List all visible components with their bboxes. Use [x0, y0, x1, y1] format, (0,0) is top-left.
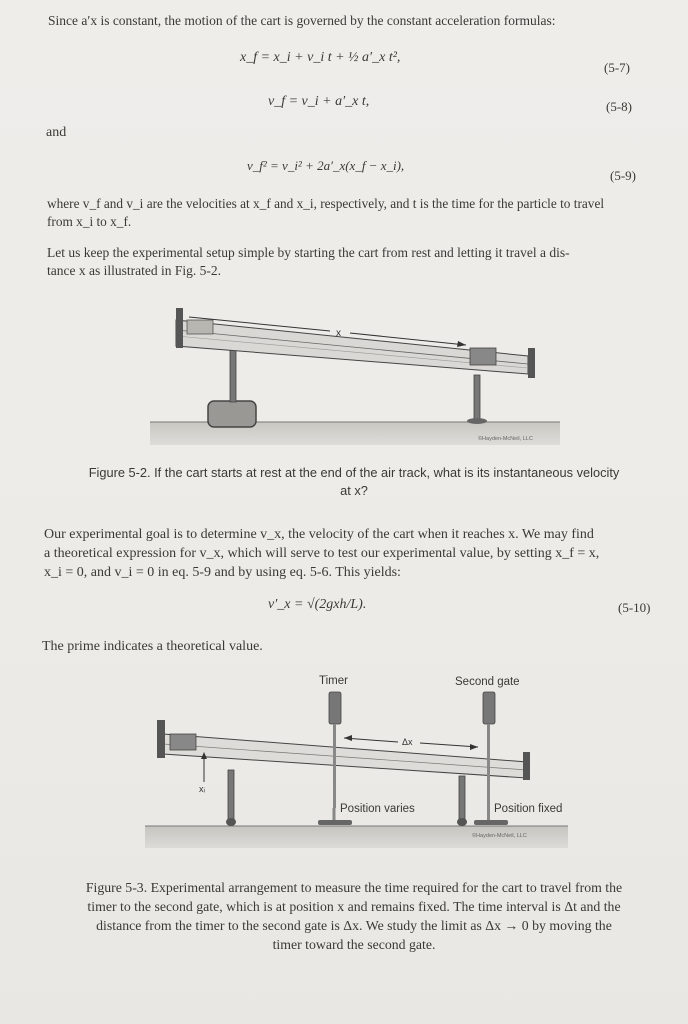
air-track-2 — [163, 734, 527, 778]
support-block — [208, 401, 256, 427]
figure-5-3-caption-line-1: Figure 5-3. Experimental arrangement to measure the time required for the cart to travel from the — [85, 880, 623, 895]
timer-label: Timer — [319, 675, 348, 687]
figure-5-3-diagram — [0, 670, 688, 850]
goal-line-2: a theoretical expression for v_x, which will serve to test our experimental value, by setting x_f = x, — [44, 546, 600, 561]
position-varies-label: Position varies — [340, 803, 415, 815]
figure-5-3-caption — [34, 878, 674, 954]
right-leg-2 — [459, 776, 465, 822]
goal-line-1: Our experimental goal is to determine v_x, the velocity of the cart when it reaches x. We may find — [44, 527, 594, 542]
xi-label: xᵢ — [199, 784, 205, 794]
and-word: and — [46, 125, 67, 140]
intro-line: Since a′x is constant, the motion of the cart is governed by the constant acceleration formulas: — [48, 13, 556, 28]
equation-5-7: x_f = x_i + v_i t + ½ a′_x t², — [240, 50, 401, 65]
equation-5-8-number: (5-8) — [606, 99, 632, 114]
cart-2 — [170, 734, 196, 750]
second-gate-head — [483, 692, 495, 724]
where-line-2: from x_i to x_f. — [47, 214, 132, 229]
left-leg — [230, 348, 236, 402]
figure-5-2-copyright: ©Hayden-McNeil, LLC — [478, 436, 533, 442]
left-end-stop — [176, 308, 183, 348]
equation-5-8: v_f = v_i + a′_x t, — [268, 94, 370, 109]
right-foot — [467, 418, 487, 424]
prime-note: The prime indicates a theoretical value. — [42, 639, 263, 654]
end-cart — [470, 348, 496, 365]
figure-5-2-caption-line-1: Figure 5-2. If the cart starts at rest at the end of the air track, what is its instantaneous velocity — [88, 465, 620, 480]
position-fixed-label: Position fixed — [494, 803, 563, 815]
figure-5-2-diagram — [0, 290, 688, 450]
timer-gate-head — [329, 692, 341, 724]
delta-x-arrow-right — [420, 743, 478, 747]
second-gate-post — [487, 724, 490, 820]
right-leg — [474, 375, 480, 420]
figure-5-3-copyright: ©Hayden-McNeil, LLC — [472, 833, 527, 839]
second-gate-label: Second gate — [455, 676, 520, 688]
setup-line-1: Let us keep the experimental setup simple by starting the cart from rest and letting it travel a dis- — [47, 245, 570, 260]
equation-5-7-number: (5-7) — [604, 60, 630, 75]
figure-5-3-caption-line-3: distance from the timer to the second gate is Δx. We study the limit as Δx → 0 by moving the — [96, 918, 612, 933]
timer-gate-post — [333, 724, 336, 808]
equation-5-9: v_f² = v_i² + 2a′_x(x_f − x_i), — [247, 158, 405, 173]
right-end-stop — [528, 348, 535, 378]
equation-5-10: v′_x = √(2gxh/L). — [268, 597, 367, 612]
right-end-stop-2 — [523, 752, 530, 780]
figure-5-3-caption-line-2: timer to the second gate, which is at position x and remains fixed. The time interval is Δt and the — [87, 899, 621, 914]
left-end-stop-2 — [157, 720, 165, 758]
timer-gate-base — [318, 820, 352, 825]
x-distance-label: x — [336, 328, 341, 339]
equation-5-10-number: (5-10) — [618, 600, 651, 615]
goal-line-3: x_i = 0, and v_i = 0 in eq. 5-9 and by using eq. 5-6. This yields: — [44, 565, 401, 580]
figure-5-3-caption-line-4: timer toward the second gate. — [272, 937, 436, 952]
delta-x-label: Δx — [402, 737, 413, 747]
figure-5-2-caption-line-2: at x? — [340, 483, 368, 498]
second-gate-base — [474, 820, 508, 825]
setup-line-2: tance x as illustrated in Fig. 5-2. — [47, 263, 221, 278]
delta-x-arrow-left — [344, 738, 398, 742]
equation-5-9-number: (5-9) — [610, 168, 636, 183]
where-line-1: where v_f and v_i are the velocities at x_f and x_i, respectively, and t is the time for the particle to travel — [47, 196, 605, 211]
left-leg-2 — [228, 770, 234, 820]
start-cart — [187, 320, 213, 334]
figure-5-2-caption — [48, 464, 660, 500]
